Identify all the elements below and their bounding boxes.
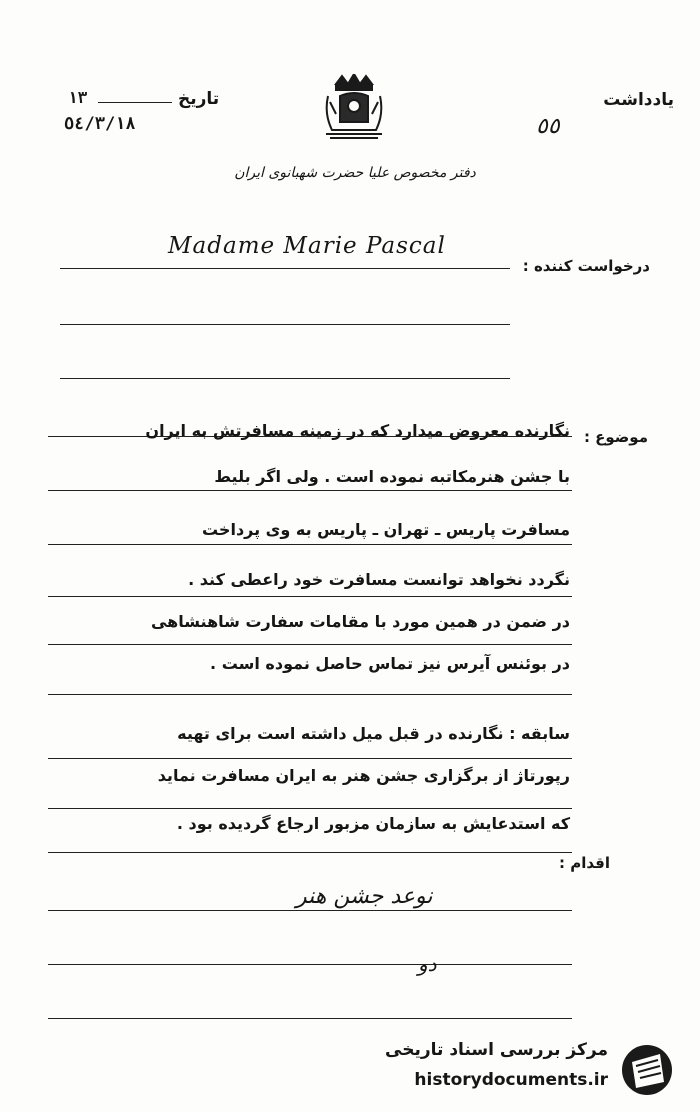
date-rule	[98, 102, 172, 103]
subject-line-5: در ضمن در همين مورد با مقامات سفارت شاهنشاهى	[150, 612, 570, 631]
background-line-3: كه استدعايش به سازمان مزبور ارجاع گرديده بود .	[176, 814, 570, 833]
background-rule-2	[48, 808, 572, 809]
requester-line-2	[60, 324, 510, 325]
subject-rule-3	[48, 544, 572, 545]
subject-rule-5	[48, 644, 572, 645]
note-number: ٥٥	[536, 114, 560, 139]
handwritten-note-2: دو	[418, 952, 437, 976]
archive-org-name: مركز بررسى اسناد تاريخى	[385, 1040, 608, 1060]
requester-line-1	[60, 268, 510, 269]
action-rule-3	[48, 964, 572, 965]
action-label: اقدام :	[559, 854, 610, 872]
date-prefix: ١٣	[68, 88, 88, 107]
office-title: دفتر مخصوص عليا حضرت شهبانوى ايران	[234, 165, 476, 181]
archive-logo-icon	[618, 1042, 676, 1098]
archive-watermark	[380, 1038, 680, 1100]
yaddasht-label: يادداشت	[603, 90, 674, 110]
date-value: ٥٤/٣/١٨	[64, 114, 136, 134]
archive-website: historydocuments.ir	[414, 1070, 608, 1090]
requester-name: Madame Marie Pascal	[168, 233, 446, 259]
requester-line-3	[60, 378, 510, 379]
action-rule-4	[48, 1018, 572, 1019]
subject-line-1: نگارنده معروض ميدارد كه در زمينه مسافرتش به ايران	[145, 421, 570, 440]
subject-rule-4	[48, 596, 572, 597]
action-rule-2	[48, 910, 572, 911]
subject-rule-2	[48, 490, 572, 491]
imperial-emblem-icon	[322, 74, 386, 140]
subject-line-6: در بوئنس آيرس نيز تماس حاصل نموده است .	[210, 654, 570, 673]
requester-label: درخواست كننده :	[522, 257, 650, 275]
tarikh-label: تاريخ	[178, 89, 220, 109]
background-line-2: رپورتاژ از برگزارى جشن هنر به ايران مسافرت نمايد	[157, 766, 570, 785]
background-line-1: سابقه : نگارنده در قبل ميل داشته است براى تهيه	[177, 724, 570, 743]
subject-label: موضوع :	[583, 428, 648, 446]
subject-line-4: نگردد نخواهد توانست مسافرت خود راعطى كند .	[188, 570, 570, 589]
background-rule-1	[48, 758, 572, 759]
action-rule-1	[48, 852, 572, 853]
subject-rule-6	[48, 694, 572, 695]
subject-line-3: مسافرت پاريس ـ تهران ـ پاريس به وى پرداخت	[201, 520, 570, 539]
handwritten-note-1: نوعد جشن هنر	[296, 884, 433, 909]
subject-line-2: با جشن هنرمكاتبه نموده است . ولى اگر بليط	[214, 467, 570, 486]
